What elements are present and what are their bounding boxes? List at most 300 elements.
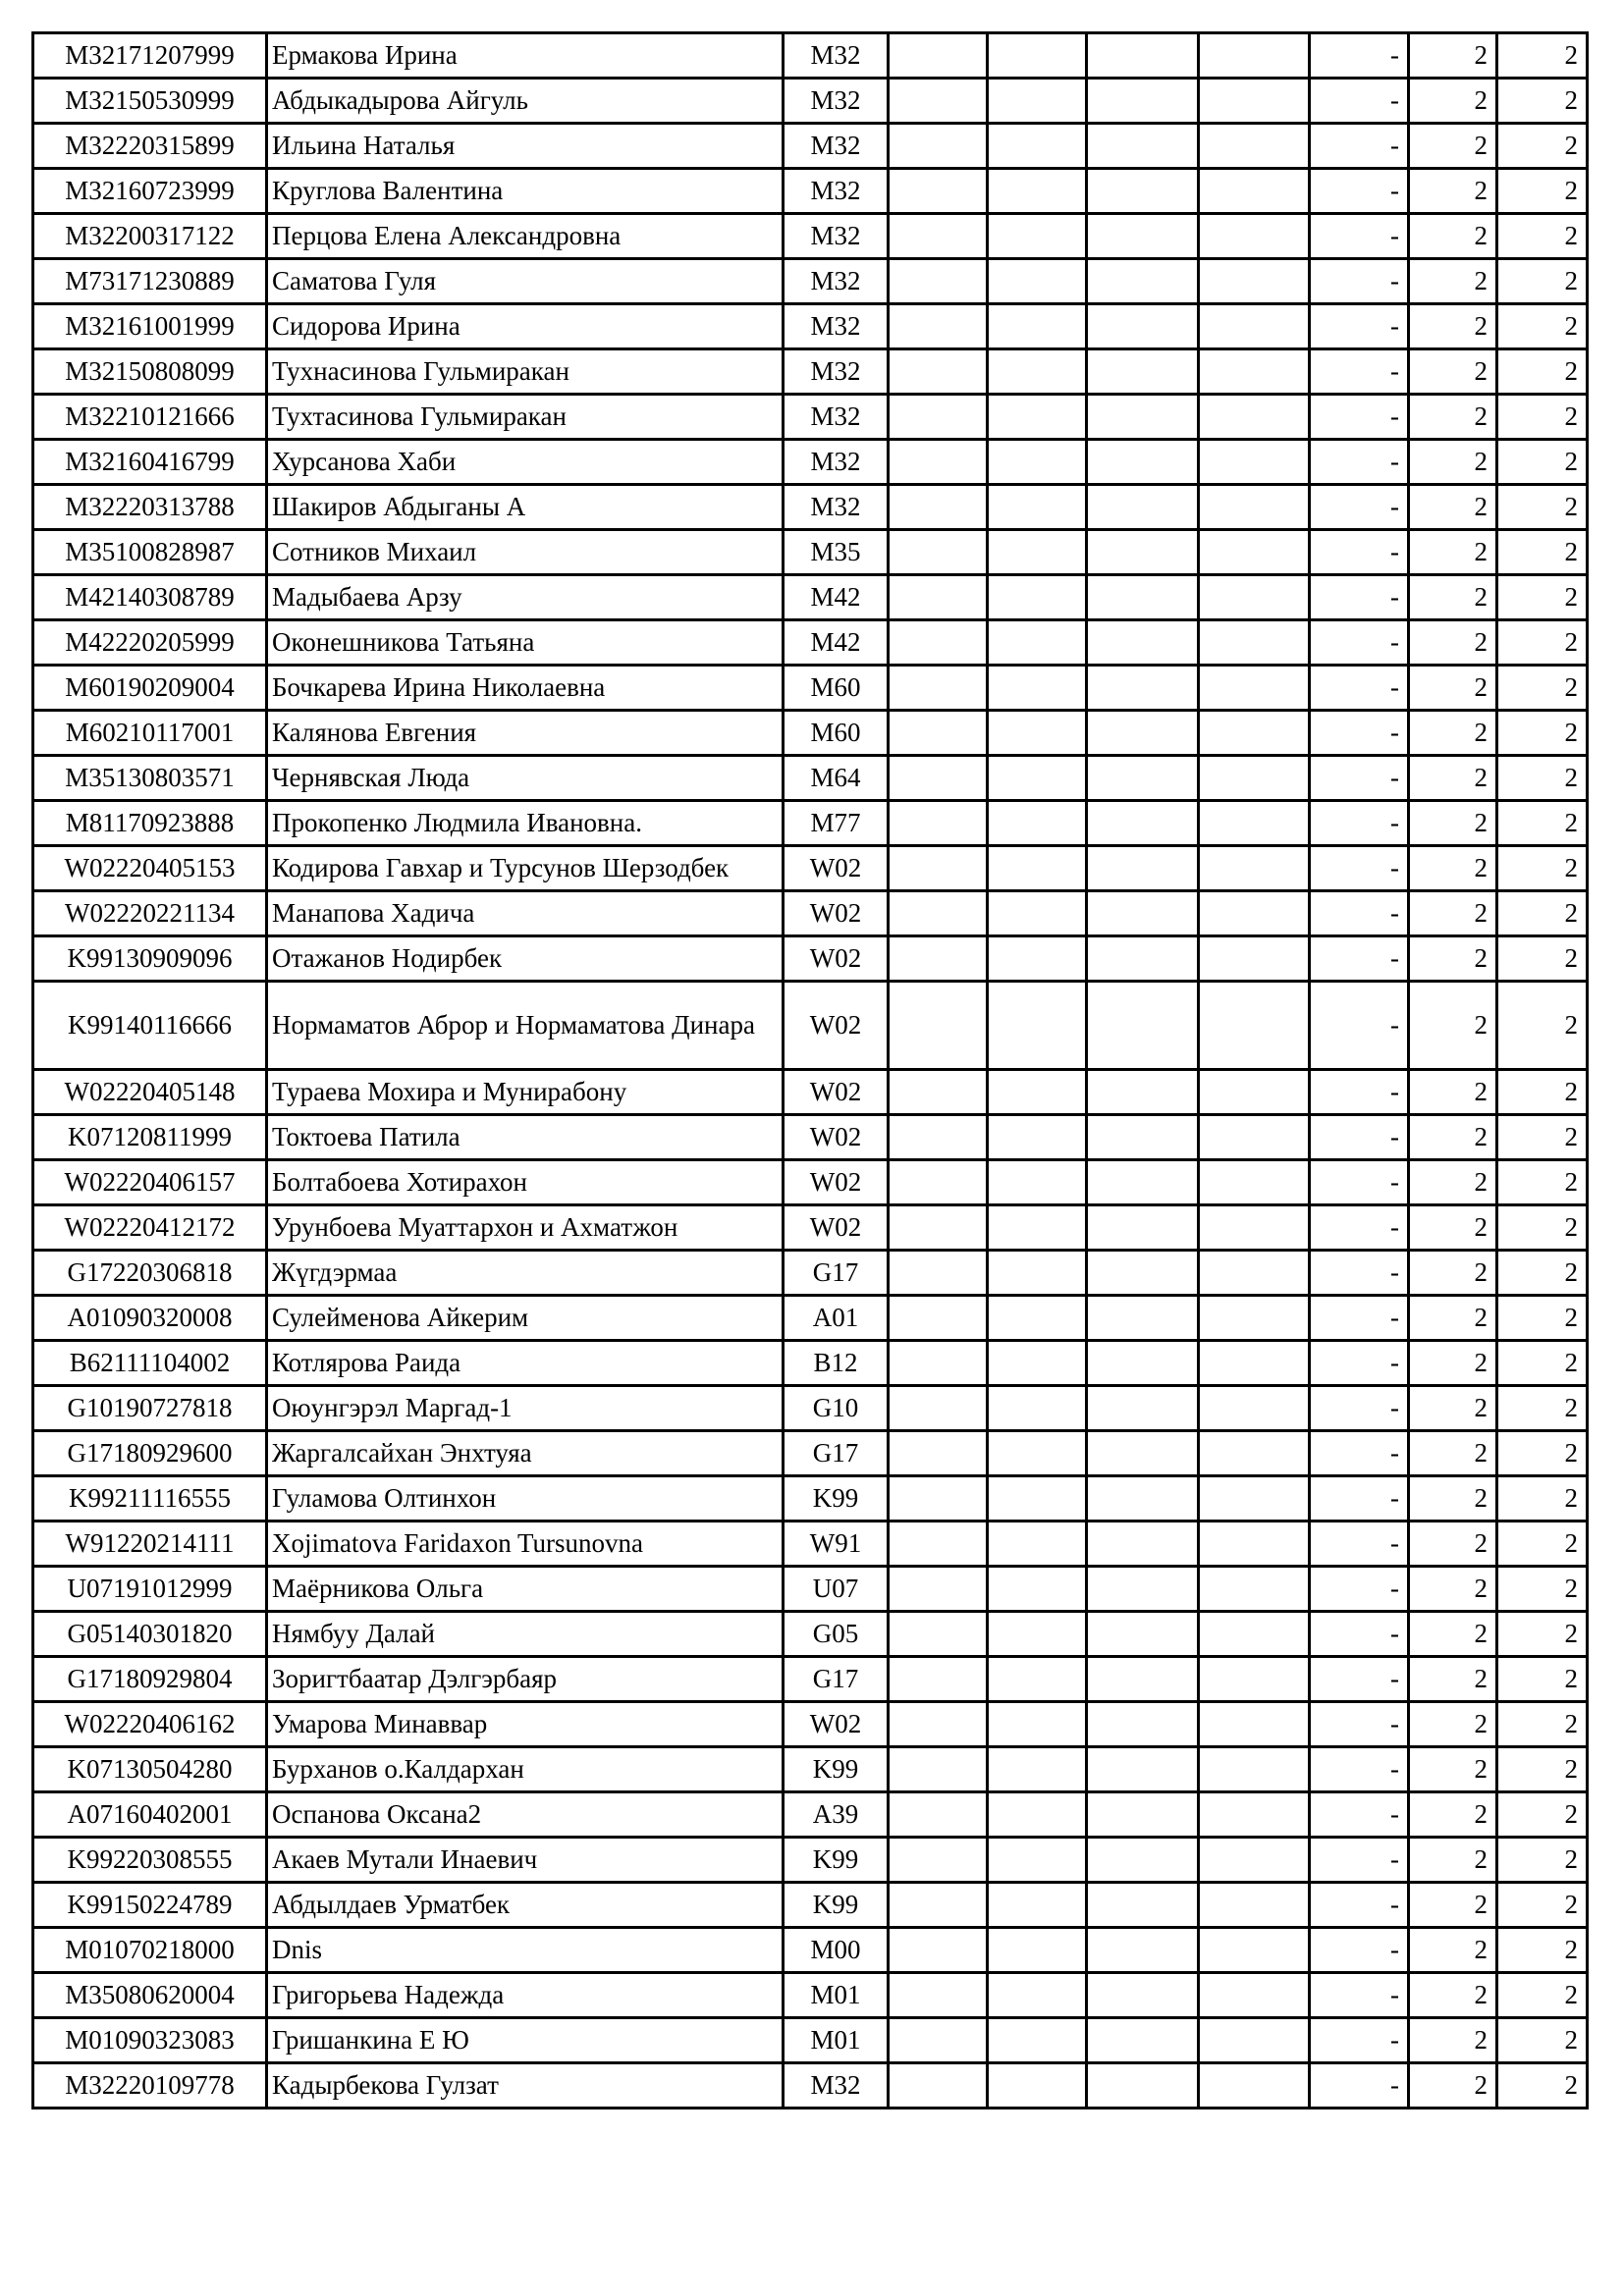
empty-cell	[988, 33, 1087, 79]
name-cell: Оконешникова Татьяна	[267, 620, 784, 666]
dash-cell: -	[1310, 1567, 1409, 1612]
value-cell-1: 2	[1409, 1747, 1497, 1792]
empty-cell	[988, 1928, 1087, 1973]
value-cell-1: 2	[1409, 1522, 1497, 1567]
empty-cell	[889, 395, 988, 440]
empty-cell	[988, 891, 1087, 936]
empty-cell	[889, 936, 988, 982]
name-cell: Оспанова Оксана2	[267, 1792, 784, 1838]
dash-cell: -	[1310, 349, 1409, 395]
empty-cell	[988, 801, 1087, 846]
dash-cell: -	[1310, 1973, 1409, 2018]
value-cell-1: 2	[1409, 1296, 1497, 1341]
empty-cell	[988, 1883, 1087, 1928]
empty-cell	[889, 349, 988, 395]
value-cell-1: 2	[1409, 214, 1497, 259]
value-cell-1: 2	[1409, 304, 1497, 349]
empty-cell	[1199, 530, 1310, 575]
value-cell-2: 2	[1497, 891, 1588, 936]
name-cell: Акаев Мутали Инаевич	[267, 1838, 784, 1883]
name-cell: Нормаматов Аброр и Нормаматова Динара	[267, 982, 784, 1070]
name-cell: Бочкарева Ирина Николаевна	[267, 666, 784, 711]
empty-cell	[1199, 1115, 1310, 1160]
name-cell: Ильина Наталья	[267, 124, 784, 169]
empty-cell	[1087, 756, 1199, 801]
value-cell-2: 2	[1497, 1476, 1588, 1522]
name-cell: Урунбоева Муаттархон и Ахматжон	[267, 1205, 784, 1251]
code-cell: M32150530999	[33, 79, 267, 124]
value-cell-2: 2	[1497, 169, 1588, 214]
value-cell-1: 2	[1409, 1341, 1497, 1386]
empty-cell	[889, 1160, 988, 1205]
empty-cell	[889, 124, 988, 169]
group-cell: G10	[784, 1386, 889, 1431]
empty-cell	[988, 395, 1087, 440]
code-cell: M32161001999	[33, 304, 267, 349]
empty-cell	[988, 846, 1087, 891]
value-cell-2: 2	[1497, 33, 1588, 79]
empty-cell	[988, 1657, 1087, 1702]
name-cell: Жаргалсайхан Энхтуяа	[267, 1431, 784, 1476]
table-row	[33, 620, 1588, 666]
empty-cell	[1199, 214, 1310, 259]
value-cell-2: 2	[1497, 620, 1588, 666]
group-cell: W02	[784, 1070, 889, 1115]
code-cell: K99220308555	[33, 1838, 267, 1883]
empty-cell	[889, 304, 988, 349]
value-cell-2: 2	[1497, 846, 1588, 891]
group-cell: K99	[784, 1747, 889, 1792]
dash-cell: -	[1310, 2063, 1409, 2109]
empty-cell	[988, 485, 1087, 530]
dash-cell: -	[1310, 1115, 1409, 1160]
table-row	[33, 2018, 1588, 2063]
empty-cell	[1199, 79, 1310, 124]
empty-cell	[889, 1838, 988, 1883]
empty-cell	[1087, 1702, 1199, 1747]
name-cell: Болтабоева Хотирахон	[267, 1160, 784, 1205]
name-cell: Саматова Гуля	[267, 259, 784, 304]
empty-cell	[1199, 756, 1310, 801]
name-cell: Токтоева Патила	[267, 1115, 784, 1160]
value-cell-2: 2	[1497, 1838, 1588, 1883]
table-row	[33, 711, 1588, 756]
code-cell: M60190209004	[33, 666, 267, 711]
empty-cell	[889, 846, 988, 891]
value-cell-1: 2	[1409, 891, 1497, 936]
group-cell: W02	[784, 1115, 889, 1160]
empty-cell	[1199, 620, 1310, 666]
group-cell: M32	[784, 440, 889, 485]
empty-cell	[988, 936, 1087, 982]
value-cell-1: 2	[1409, 666, 1497, 711]
code-cell: W02220405153	[33, 846, 267, 891]
table-row	[33, 79, 1588, 124]
name-cell: Кодирова Гавхар и Турсунов Шерзодбек	[267, 846, 784, 891]
empty-cell	[1087, 395, 1199, 440]
code-cell: M60210117001	[33, 711, 267, 756]
value-cell-2: 2	[1497, 1522, 1588, 1567]
value-cell-2: 2	[1497, 440, 1588, 485]
empty-cell	[1199, 1973, 1310, 2018]
empty-cell	[1087, 1386, 1199, 1431]
code-cell: M42140308789	[33, 575, 267, 620]
empty-cell	[988, 1612, 1087, 1657]
value-cell-1: 2	[1409, 1476, 1497, 1522]
code-cell: M01090323083	[33, 2018, 267, 2063]
dash-cell: -	[1310, 711, 1409, 756]
value-cell-1: 2	[1409, 620, 1497, 666]
value-cell-1: 2	[1409, 440, 1497, 485]
empty-cell	[1087, 259, 1199, 304]
empty-cell	[889, 1612, 988, 1657]
empty-cell	[1087, 1747, 1199, 1792]
empty-cell	[1199, 485, 1310, 530]
empty-cell	[988, 1070, 1087, 1115]
value-cell-2: 2	[1497, 2063, 1588, 2109]
group-cell: M32	[784, 349, 889, 395]
table-row	[33, 2063, 1588, 2109]
dash-cell: -	[1310, 846, 1409, 891]
code-cell: G10190727818	[33, 1386, 267, 1431]
dash-cell: -	[1310, 304, 1409, 349]
group-cell: A39	[784, 1792, 889, 1838]
value-cell-2: 2	[1497, 1792, 1588, 1838]
empty-cell	[1199, 1522, 1310, 1567]
dash-cell: -	[1310, 1792, 1409, 1838]
value-cell-1: 2	[1409, 711, 1497, 756]
empty-cell	[889, 1251, 988, 1296]
group-cell: A01	[784, 1296, 889, 1341]
value-cell-1: 2	[1409, 1702, 1497, 1747]
empty-cell	[889, 891, 988, 936]
table-row	[33, 1973, 1588, 2018]
group-cell: K99	[784, 1883, 889, 1928]
empty-cell	[889, 79, 988, 124]
value-cell-2: 2	[1497, 1973, 1588, 2018]
name-cell: Манапова Хадича	[267, 891, 784, 936]
name-cell: Оюунгэрэл Маргад-1	[267, 1386, 784, 1431]
empty-cell	[889, 1386, 988, 1431]
empty-cell	[889, 530, 988, 575]
empty-cell	[1199, 1612, 1310, 1657]
group-cell: W02	[784, 1205, 889, 1251]
empty-cell	[889, 1522, 988, 1567]
empty-cell	[1199, 1251, 1310, 1296]
code-cell: M35100828987	[33, 530, 267, 575]
group-cell: M32	[784, 33, 889, 79]
table-row	[33, 1567, 1588, 1612]
dash-cell: -	[1310, 620, 1409, 666]
name-cell: Нямбуу Далай	[267, 1612, 784, 1657]
name-cell: Абдылдаев Урматбек	[267, 1883, 784, 1928]
group-cell: W02	[784, 1702, 889, 1747]
empty-cell	[988, 1567, 1087, 1612]
group-cell: M77	[784, 801, 889, 846]
empty-cell	[1087, 1070, 1199, 1115]
dash-cell: -	[1310, 2018, 1409, 2063]
empty-cell	[1087, 485, 1199, 530]
dash-cell: -	[1310, 1476, 1409, 1522]
empty-cell	[988, 620, 1087, 666]
group-cell: M32	[784, 259, 889, 304]
value-cell-1: 2	[1409, 395, 1497, 440]
empty-cell	[1087, 2018, 1199, 2063]
code-cell: K99140116666	[33, 982, 267, 1070]
empty-cell	[1199, 395, 1310, 440]
value-cell-1: 2	[1409, 1792, 1497, 1838]
value-cell-1: 2	[1409, 1386, 1497, 1431]
table-row	[33, 1070, 1588, 1115]
dash-cell: -	[1310, 1386, 1409, 1431]
empty-cell	[1087, 891, 1199, 936]
group-cell: K99	[784, 1476, 889, 1522]
empty-cell	[889, 620, 988, 666]
empty-cell	[1199, 1702, 1310, 1747]
name-cell: Григорьева Надежда	[267, 1973, 784, 2018]
empty-cell	[889, 1883, 988, 1928]
name-cell: Маёрникова Ольга	[267, 1567, 784, 1612]
empty-cell	[988, 1973, 1087, 2018]
empty-cell	[1199, 1657, 1310, 1702]
table-row	[33, 530, 1588, 575]
empty-cell	[988, 1522, 1087, 1567]
value-cell-1: 2	[1409, 1973, 1497, 2018]
table-row	[33, 1251, 1588, 1296]
value-cell-2: 2	[1497, 1341, 1588, 1386]
name-cell: Кадырбекова Гулзат	[267, 2063, 784, 2109]
code-cell: W02220406157	[33, 1160, 267, 1205]
dash-cell: -	[1310, 1431, 1409, 1476]
code-cell: M01070218000	[33, 1928, 267, 1973]
table-row	[33, 1115, 1588, 1160]
dash-cell: -	[1310, 33, 1409, 79]
empty-cell	[1199, 1296, 1310, 1341]
code-cell: G17180929804	[33, 1657, 267, 1702]
dash-cell: -	[1310, 169, 1409, 214]
value-cell-2: 2	[1497, 1070, 1588, 1115]
value-cell-2: 2	[1497, 1567, 1588, 1612]
empty-cell	[889, 1296, 988, 1341]
empty-cell	[988, 1476, 1087, 1522]
group-cell: M32	[784, 485, 889, 530]
name-cell: Xojimatova Faridaxon Tursunovna	[267, 1522, 784, 1567]
empty-cell	[988, 1296, 1087, 1341]
dash-cell: -	[1310, 1296, 1409, 1341]
empty-cell	[889, 2018, 988, 2063]
table-row	[33, 575, 1588, 620]
table-row	[33, 1928, 1588, 1973]
name-cell: Сотников Михаил	[267, 530, 784, 575]
dash-cell: -	[1310, 1747, 1409, 1792]
empty-cell	[1199, 259, 1310, 304]
empty-cell	[1087, 1522, 1199, 1567]
table-row	[33, 891, 1588, 936]
value-cell-1: 2	[1409, 575, 1497, 620]
table-row	[33, 395, 1588, 440]
empty-cell	[988, 1160, 1087, 1205]
empty-cell	[1087, 1341, 1199, 1386]
empty-cell	[889, 1070, 988, 1115]
name-cell: Перцова Елена Александровна	[267, 214, 784, 259]
empty-cell	[889, 666, 988, 711]
code-cell: K99130909096	[33, 936, 267, 982]
name-cell: Умарова Минаввар	[267, 1702, 784, 1747]
table-row	[33, 124, 1588, 169]
value-cell-2: 2	[1497, 1251, 1588, 1296]
table-row	[33, 440, 1588, 485]
empty-cell	[988, 2063, 1087, 2109]
empty-cell	[1199, 2018, 1310, 2063]
table-row	[33, 214, 1588, 259]
name-cell: Отажанов Нодирбек	[267, 936, 784, 982]
group-cell: W02	[784, 982, 889, 1070]
empty-cell	[1199, 1792, 1310, 1838]
value-cell-2: 2	[1497, 756, 1588, 801]
group-cell: K99	[784, 1838, 889, 1883]
dash-cell: -	[1310, 530, 1409, 575]
empty-cell	[1087, 530, 1199, 575]
empty-cell	[1087, 711, 1199, 756]
empty-cell	[1087, 1567, 1199, 1612]
empty-cell	[1087, 575, 1199, 620]
empty-cell	[1199, 666, 1310, 711]
empty-cell	[889, 1702, 988, 1747]
code-cell: M32220313788	[33, 485, 267, 530]
value-cell-2: 2	[1497, 530, 1588, 575]
empty-cell	[1087, 620, 1199, 666]
group-cell: M42	[784, 575, 889, 620]
value-cell-2: 2	[1497, 711, 1588, 756]
dash-cell: -	[1310, 1341, 1409, 1386]
empty-cell	[889, 1476, 988, 1522]
empty-cell	[889, 1928, 988, 1973]
code-cell: W91220214111	[33, 1522, 267, 1567]
name-cell: Калянова Евгения	[267, 711, 784, 756]
empty-cell	[988, 575, 1087, 620]
empty-cell	[889, 711, 988, 756]
empty-cell	[1087, 2063, 1199, 2109]
value-cell-1: 2	[1409, 982, 1497, 1070]
value-cell-1: 2	[1409, 33, 1497, 79]
group-cell: G17	[784, 1431, 889, 1476]
name-cell: Хурсанова Хаби	[267, 440, 784, 485]
name-cell: Тухнасинова Гульмиракан	[267, 349, 784, 395]
value-cell-1: 2	[1409, 1612, 1497, 1657]
table-row	[33, 1883, 1588, 1928]
empty-cell	[889, 1973, 988, 2018]
empty-cell	[988, 1251, 1087, 1296]
empty-cell	[988, 1386, 1087, 1431]
dash-cell: -	[1310, 1883, 1409, 1928]
table-row	[33, 1205, 1588, 1251]
dash-cell: -	[1310, 1657, 1409, 1702]
value-cell-2: 2	[1497, 1431, 1588, 1476]
group-cell: M32	[784, 214, 889, 259]
group-cell: G17	[784, 1251, 889, 1296]
name-cell: Сидорова Ирина	[267, 304, 784, 349]
empty-cell	[1087, 1612, 1199, 1657]
empty-cell	[1087, 1296, 1199, 1341]
code-cell: K07120811999	[33, 1115, 267, 1160]
value-cell-2: 2	[1497, 1883, 1588, 1928]
code-cell: M35080620004	[33, 1973, 267, 2018]
empty-cell	[1087, 1928, 1199, 1973]
dash-cell: -	[1310, 214, 1409, 259]
value-cell-1: 2	[1409, 756, 1497, 801]
empty-cell	[1087, 1205, 1199, 1251]
value-cell-2: 2	[1497, 259, 1588, 304]
code-cell: W02220221134	[33, 891, 267, 936]
name-cell: Тухтасинова Гульмиракан	[267, 395, 784, 440]
value-cell-2: 2	[1497, 1205, 1588, 1251]
empty-cell	[889, 214, 988, 259]
value-cell-2: 2	[1497, 1747, 1588, 1792]
empty-cell	[1199, 846, 1310, 891]
empty-cell	[988, 169, 1087, 214]
dash-cell: -	[1310, 891, 1409, 936]
empty-cell	[1199, 1341, 1310, 1386]
table-row	[33, 936, 1588, 982]
empty-cell	[889, 259, 988, 304]
value-cell-2: 2	[1497, 304, 1588, 349]
value-cell-2: 2	[1497, 936, 1588, 982]
group-cell: W02	[784, 846, 889, 891]
value-cell-1: 2	[1409, 2063, 1497, 2109]
code-cell: A07160402001	[33, 1792, 267, 1838]
table-row	[33, 1747, 1588, 1792]
empty-cell	[988, 666, 1087, 711]
dash-cell: -	[1310, 259, 1409, 304]
dash-cell: -	[1310, 982, 1409, 1070]
table-row	[33, 304, 1588, 349]
group-cell: M01	[784, 1973, 889, 2018]
empty-cell	[889, 33, 988, 79]
code-cell: A01090320008	[33, 1296, 267, 1341]
value-cell-1: 2	[1409, 530, 1497, 575]
empty-cell	[988, 711, 1087, 756]
code-cell: M32210121666	[33, 395, 267, 440]
group-cell: M42	[784, 620, 889, 666]
value-cell-2: 2	[1497, 666, 1588, 711]
value-cell-2: 2	[1497, 79, 1588, 124]
empty-cell	[1087, 1657, 1199, 1702]
code-cell: M32160723999	[33, 169, 267, 214]
table-row	[33, 33, 1588, 79]
empty-cell	[988, 214, 1087, 259]
empty-cell	[1087, 1251, 1199, 1296]
name-cell: Гришанкина Е Ю	[267, 2018, 784, 2063]
value-cell-2: 2	[1497, 1115, 1588, 1160]
dash-cell: -	[1310, 1928, 1409, 1973]
dash-cell: -	[1310, 575, 1409, 620]
empty-cell	[1087, 1160, 1199, 1205]
value-cell-2: 2	[1497, 1160, 1588, 1205]
empty-cell	[1087, 1883, 1199, 1928]
value-cell-2: 2	[1497, 349, 1588, 395]
empty-cell	[1087, 1431, 1199, 1476]
value-cell-1: 2	[1409, 1883, 1497, 1928]
value-cell-1: 2	[1409, 1928, 1497, 1973]
empty-cell	[988, 982, 1087, 1070]
empty-cell	[1199, 349, 1310, 395]
empty-cell	[1199, 801, 1310, 846]
empty-cell	[988, 349, 1087, 395]
empty-cell	[889, 1205, 988, 1251]
empty-cell	[1199, 1070, 1310, 1115]
table-row	[33, 1386, 1588, 1431]
empty-cell	[988, 1792, 1087, 1838]
